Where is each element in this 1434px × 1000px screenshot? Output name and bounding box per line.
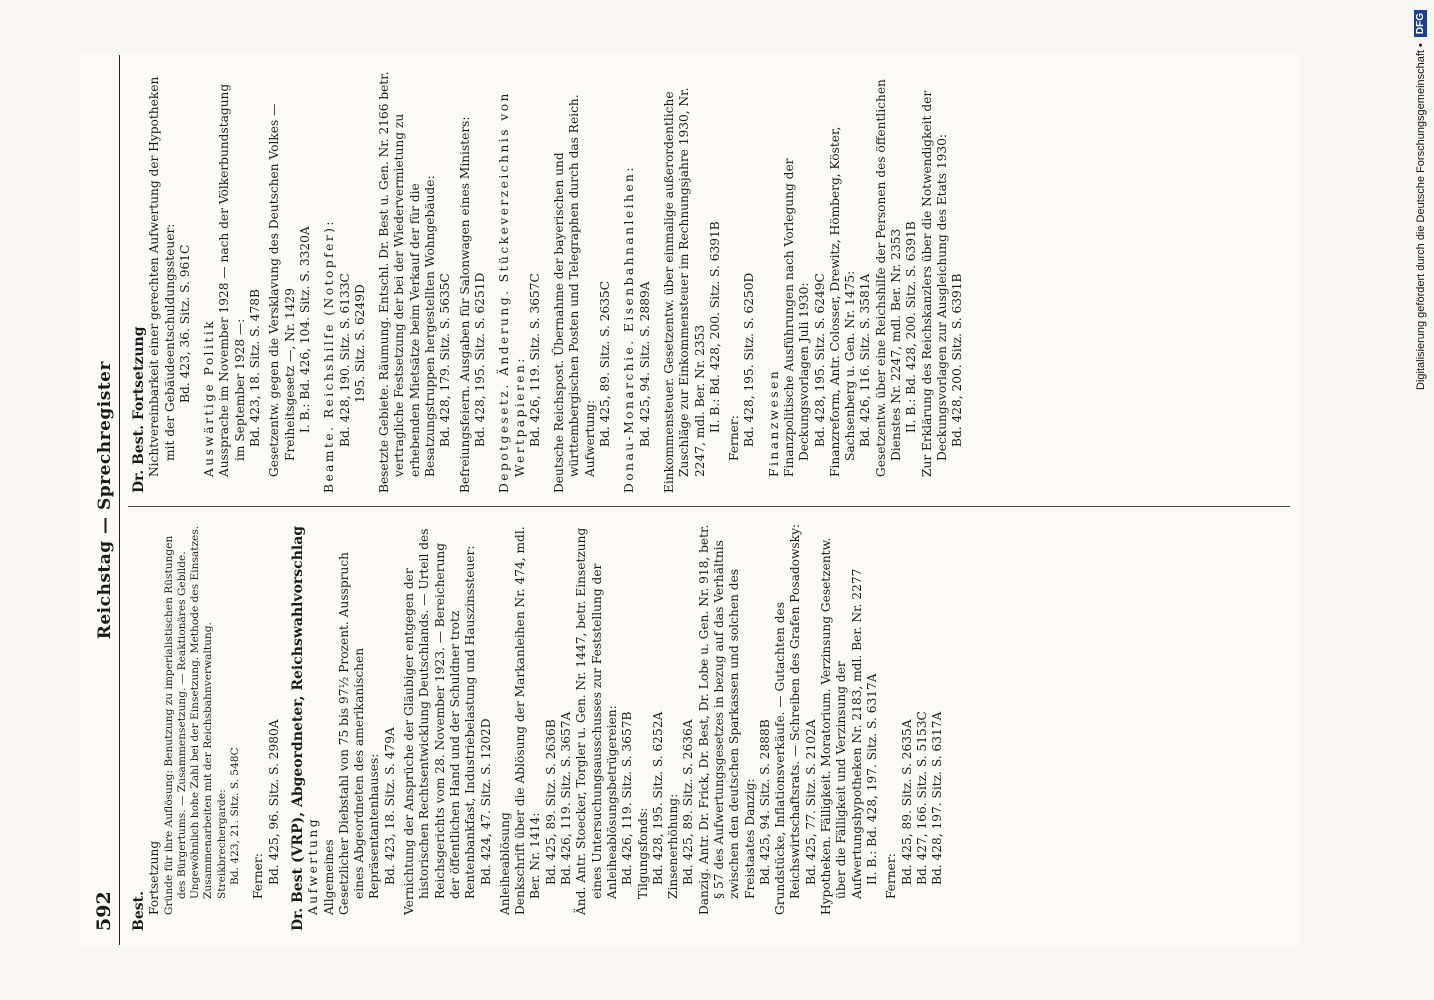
register-entry: Ferner: [727, 415, 742, 461]
register-entry: Bd. 426, 119. Sitz. S. 3657C [527, 273, 542, 447]
register-entry: I. B.: Bd. 426, 104. Sitz. S. 3320A [297, 226, 312, 433]
register-entry: Bd. 423, 21. Sitz. S. 548C [229, 747, 242, 885]
register-entry: Bd. 423, 36. Sitz. S. 961C [177, 244, 192, 403]
register-entry: Zur Erklärung des Reichskanzlers über die Notwendigkeit der Deckungsvorlagen zur Ausgleichung des Etats 1930: [919, 90, 949, 477]
register-entry: Bd. 423, 18. Sitz. S. 478B [248, 289, 263, 447]
spacer [488, 69, 497, 493]
register-entry: Dr. Best. Fortsetzung [131, 326, 147, 493]
register-entry: Bd. 425, 96. Sitz. S. 2980A [266, 719, 281, 885]
register-entry: Dr. Best (VRP), Abgeordneter, Reichswahlvorschlag [289, 525, 306, 931]
register-entry: Bd. 426, 116. Sitz. S. 3581A [858, 273, 873, 447]
spacer [242, 519, 251, 931]
dfg-funding-note [1410, 0, 1434, 1000]
register-entry: Deutsche Reichspost. Übernahme der bayerischen und württembergischen Posten und Telegraphen durch das Reich. Aufwertung: [552, 94, 597, 493]
register-entry: Bd. 425, 89. Sitz. S. 2635C [598, 280, 613, 447]
register-entry: Bd. 424, 47. Sitz. S. 1202D [478, 718, 493, 885]
register-entry: Best. [131, 891, 147, 931]
register-entry: Hypotheken. Fälligkeit. Moratorium. Verzinsung Gesetzentw. über die Fälligkeit und Verzinsung der Aufwertungshypotheken Nr. 2183, mdl. Ber. Nr. 2277 [819, 537, 864, 915]
register-entry: Nichtvereinbarkeit einer gerechten Aufwertung der Hypotheken mit der Gebäudeentschuldungssteuer: [147, 76, 177, 477]
page-header [80, 55, 120, 945]
register-entry: Änd. Antr. Stoecker, Torgler u. Gen. Nr. 1447, betr. Einsetzung eines Untersuchungsausschusses zur Feststellung der Anleiheablösungsbetrügereien: [574, 527, 619, 915]
register-entry: Allgemeines [321, 839, 336, 915]
register-entry: Gesetzentw. gegen die Versklavung des Deutschen Volkes — Freiheitsgesetz —, Nr. 1429 [267, 103, 297, 477]
register-entry: Beamte. Reichshilfe (Notopfer): [322, 218, 337, 493]
page-number: 592 [93, 891, 115, 931]
spacer [758, 69, 767, 493]
register-entry: Befreiungsfeiern. Ausgaben für Salonwagen eines Ministers: [457, 116, 472, 493]
register-entry: Auswärtige Politik [202, 318, 217, 477]
register-entry: II. B.: Bd. 428, 197. Sitz. S. 6317A [864, 673, 879, 885]
spacer [613, 69, 622, 493]
register-entry: Ferner: [884, 853, 899, 899]
register-entry: Tilgungsfonds: [635, 807, 650, 899]
register-entry: II. B.: Bd. 428, 200. Sitz. S. 6391B [707, 221, 722, 433]
register-entry: Gründe für ihre Auflösung: Benutzung zu imperialistischen Rüstungen des Bürgertums. — Zusammensetzung. — Reaktionäres Gebilde. Ungewöhnlich hohe Zahl bei der Einsetzung. Methode des Einsatzes. Zusammenarbeiten mit der Reichsbahnverwaltung. Streikbrechergarde: [162, 525, 228, 915]
right-column [132, 69, 1290, 493]
register-entry: Zinsenerhöhung: [666, 793, 681, 899]
register-entry: Grundstücke, Inflationsverkäufe. — Gutachten des Reichswirtschaftsrats. — Schreiben des Grafen Posadowsky: [773, 523, 803, 915]
left-column [132, 519, 1290, 931]
register-entry: 195. Sitz. S. 6249D [352, 284, 367, 403]
register-entry: Bd. 427, 166. Sitz. S. 5153C [914, 711, 929, 885]
register-entry: Bd. 426, 119. Sitz. S. 3657B [620, 711, 635, 885]
register-entry: Besetzte Gebiete. Räumung. Entschl. Dr. Best u. Gen. Nr. 2166 betr. vertragliche Festsetzung der bei der Wiedervermietung zu erhebenden Mietsätze beim Verkauf der für die Besatzungstruppen hergestellten Wohngebäude: [377, 71, 438, 493]
register-entry: Bd. 428, 200. Sitz. S. 6391B [950, 273, 965, 447]
register-entry: Bd. 428, 190. Sitz. S. 6133C [337, 273, 352, 447]
spacer [368, 69, 377, 493]
spacer [313, 69, 322, 493]
dfg-note-text: Digitalisierung gefördert durch die Deutsche Forschungsgemeinschaft • [1414, 43, 1427, 390]
register-entry: Bd. 428, 197. Sitz. S. 6317A [930, 711, 945, 885]
register-entry: Denkschrift über die Ablösung der Markanleihen Nr. 474, mdl. Ber. Nr. 1414: [513, 526, 543, 915]
register-entry: Vernichtung der Ansprüche der Gläubiger entgegen der historischen Rechtsentwicklung Deutschlands. — Urteil des Reichsgerichts vom 28. November 1923. — Bereicherung der öffentlichen Hand und der Schuldner trotz Rentenbankfast, Industriebelastung und Hauszinssteuer: [402, 528, 478, 915]
register-entry: Gesetzlicher Diebstahl von 75 bis 97½ Prozent. Ausspruch eines Abgeordneten des amerikanischen Repräsentantenhauses: [336, 552, 382, 915]
register-entry: Bd. 428, 195. Sitz. S. 6252A [650, 711, 665, 885]
register-entry: Aussprache im November 1928 — nach der Völkerbundstagung im September 1928 —: [217, 83, 247, 477]
register-entry: Bd. 426, 119. Sitz. S. 3657A [559, 711, 574, 885]
register-entry: Ferner: [251, 853, 266, 899]
column-divider [128, 506, 1290, 507]
register-entry: Bd. 425, 94. Sitz. S. 2889A [637, 281, 652, 447]
register-entry: Finanzwesen [766, 368, 781, 477]
register-entry: Bd. 428, 195. Sitz. S. 6251D [472, 272, 487, 447]
register-entry: Finanzreform, Antr. Colosser, Drewitz, Hömberg, Köster, Sachsenberg u. Gen. Nr. 1475: [827, 126, 858, 477]
register-entry: Bd. 425, 77. Sitz. S. 2102A [803, 719, 818, 885]
register-entry: Bd. 428, 179. Sitz. S. 5635C [438, 273, 453, 447]
document-page [80, 55, 1300, 945]
dfg-logo-icon: DFG [1414, 10, 1427, 37]
register-entry: Bd. 425, 89. Sitz. S. 2635A [899, 719, 914, 885]
register-entry: Donau-Monarchie. Eisenbahnanleihen: [622, 164, 637, 493]
register-entry: Bd. 428, 195. Sitz. S. 6249C [812, 273, 827, 447]
register-entry: Bd. 428, 195. Sitz. S. 6250D [742, 272, 757, 447]
register-entry: Bd. 425, 89. Sitz. S. 2636A [681, 719, 696, 885]
spacer [653, 69, 662, 493]
spacer [193, 69, 202, 493]
running-head: Reichstag — Sprechregister [95, 361, 115, 640]
register-entry: Bd. 425, 89. Sitz. S. 2636B [543, 719, 558, 885]
register-entry: Gesetzentw. über eine Reichshilfe der Personen des öffentlichen Dienstes Nr. 2247, mdl. Ber. Nr. 2353 [873, 79, 904, 477]
register-entry: Depotgesetz. Änderung. Stückeverzeichnis von Wertpapieren: [497, 91, 527, 493]
register-entry: II. B.: Bd. 428, 200. Sitz. S. 6391B [904, 221, 919, 433]
register-entry: Anleiheablösung [497, 812, 512, 915]
register-entry: Bd. 425, 94. Sitz. S. 2888B [757, 719, 772, 885]
register-entry: Danzig. Antr. Dr. Frick, Dr. Best, Dr. Lobe u. Gen. Nr. 918, betr. § 57 des Aufwertungsgesetzes in bezug auf das Verhältnis zwischen den deutschen Sparkassen und solchen des Freistaates Danzig: [696, 524, 757, 915]
register-entry: Aufwertung [306, 816, 321, 915]
spacer [543, 69, 552, 493]
register-entry: Einkommensteuer. Gesetzentw. über einmalige außerordentliche Zuschläge zur Einkommensteuer im Rechnungsjahre 1930, Nr. 2247, mdl. Ber. Nr. 2353 [661, 87, 707, 493]
register-entry: Finanzpolitische Ausführungen nach Vorlegung der Deckungsvorlagen Juli 1930: [781, 158, 812, 477]
register-entry: Bd. 423, 18. Sitz. S. 479A [382, 727, 397, 885]
register-entry: Fortsetzung [147, 840, 162, 915]
dfg-inner [1414, 10, 1427, 990]
